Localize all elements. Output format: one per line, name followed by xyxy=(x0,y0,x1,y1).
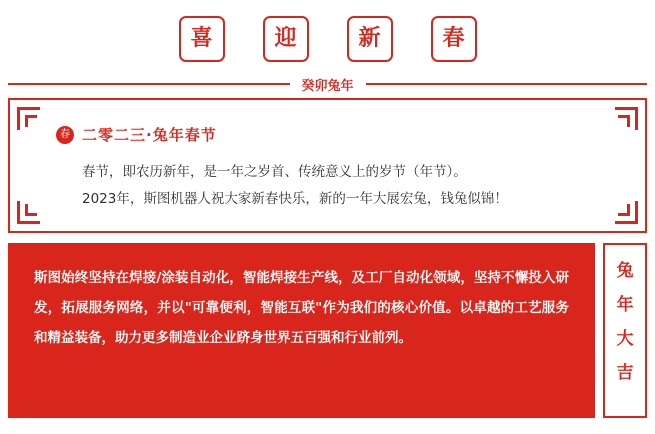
info-card-title-row xyxy=(56,124,599,145)
info-card-paragraph-2: 2023年，斯图机器人祝大家新春快乐，新的一年大展宏兔，钱兔似锦！ xyxy=(82,191,508,207)
banner-char-2: 年 xyxy=(616,295,634,315)
header xyxy=(0,0,655,92)
info-card-title: 二零二三·兔年春节 xyxy=(82,126,217,144)
vertical-banner xyxy=(603,243,647,418)
header-subtitle: 癸卯兔年 xyxy=(301,78,354,94)
info-card-paragraph-1: 春节，即农历新年，是一年之岁首、传统意义上的岁节（年节）。 xyxy=(82,164,467,180)
corner-ornament-top-left xyxy=(17,107,40,130)
corner-ornament-bottom-right xyxy=(615,201,638,224)
banner-char-3: 大 xyxy=(616,329,634,349)
seal-char-4: 春 xyxy=(431,16,477,62)
info-card-body xyxy=(56,159,599,213)
spring-seal-icon: 春 xyxy=(56,126,74,144)
corner-ornament-bottom-left xyxy=(17,201,40,224)
corner-ornament-top-right xyxy=(615,107,638,130)
divider-left xyxy=(8,83,290,85)
seal-char-3: 新 xyxy=(347,16,393,62)
seal-char-1: 喜 xyxy=(179,16,225,62)
divider-right xyxy=(366,83,648,85)
info-card xyxy=(8,98,647,233)
subtitle-row xyxy=(0,73,655,95)
company-statement: 斯图始终坚持在焊接/涂装自动化，智能焊接生产线，及工厂自动化领域，坚持不懈投入研发，拓展服务网络，并以"可靠便利，智能互联"作为我们的核心价值。以卓越的工艺服务和精益装备，助力更多制造业企业跻身世界五百强和行业前列。 xyxy=(8,243,595,418)
red-block-section xyxy=(8,243,647,418)
seal-row xyxy=(0,14,655,64)
info-card-content xyxy=(10,100,645,213)
banner-char-4: 吉 xyxy=(616,363,634,383)
seal-char-2: 迎 xyxy=(263,16,309,62)
banner-char-1: 兔 xyxy=(616,261,634,281)
